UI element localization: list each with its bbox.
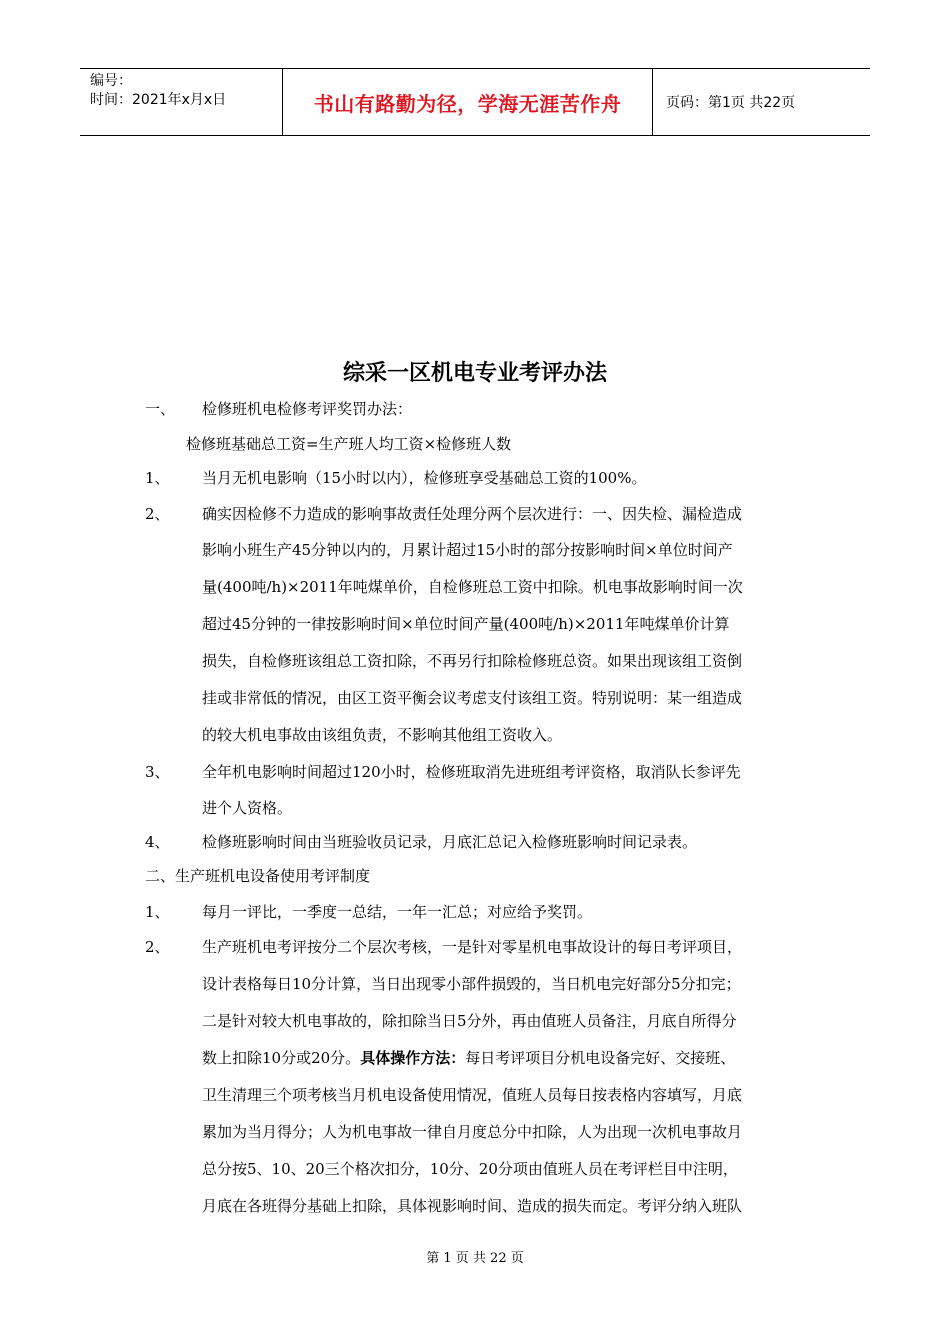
header-meta-cell [80, 69, 282, 135]
paragraph-line: 卫生清理三个项考核当月机电设备使用情况，值班人员每日按表格内容填写，月底 [202, 1086, 743, 1104]
section-1-number: 一、 [145, 400, 176, 418]
page-footer: 第 1 页 共 22 页 [426, 1251, 524, 1266]
paragraph-line: 损失，自检修班该组总工资扣除，不再另行扣除检修班总资。如果出现该组工资倒 [202, 652, 743, 670]
paragraph-line: 全年机电影响时间超过120小时，检修班取消先进班组考评资格，取消队长参评先 [202, 763, 741, 781]
document-header [80, 68, 870, 136]
paragraph-line: 二是针对较大机电事故的，除扣除当日5分外，再由值班人员备注，月底自所得分 [202, 1012, 737, 1030]
section-2-heading: 二、生产班机电设备使用考评制度 [145, 867, 371, 885]
paragraph-line-mixed [202, 1048, 735, 1068]
item-number: 1、 [145, 903, 170, 921]
item-number: 2、 [145, 938, 170, 956]
formula-line: 检修班基础总工资=生产班人均工资×检修班人数 [186, 435, 512, 453]
line-text: 每日考评项目分机电设备完好、交接班、 [465, 1049, 736, 1067]
paragraph-line: 检修班影响时间由当班验收员记录，月底汇总记入检修班影响时间记录表。 [202, 833, 698, 851]
paragraph-line: 超过45分钟的一律按影响时间×单位时间产量(400吨/h)×2011年吨煤单价计算 [202, 615, 730, 633]
paragraph-line: 量(400吨/h)×2011年吨煤单价，自检修班总工资中扣除。机电事故影响时间一次 [202, 578, 743, 596]
item-number: 1、 [145, 469, 170, 487]
item-number: 2、 [145, 505, 170, 523]
line-text: 数上扣除10分或20分。 [202, 1049, 361, 1067]
paragraph-line: 影响小班生产45分钟以内的，月累计超过15小时的部分按影响时间×单位时间产 [202, 541, 733, 559]
header-motto-cell [282, 69, 653, 135]
paragraph-line: 挂或非常低的情况，由区工资平衡会议考虑支付该组工资。特别说明：某一组造成 [202, 689, 743, 707]
page-info: 页码：第1页 共22页 [666, 95, 796, 111]
paragraph-line: 总分按5、10、20三个格次扣分，10分、20分项由值班人员在考评栏目中注明， [202, 1160, 738, 1178]
item-number: 3、 [145, 763, 170, 781]
paragraph-line: 当月无机电影响（15小时以内），检修班享受基础总工资的100%。 [202, 469, 647, 487]
section-1-heading: 检修班机电检修考评奖罚办法： [202, 400, 413, 418]
paragraph-line: 累加为当月得分；人为机电事故一律自月度总分中扣除，人为出现一次机电事故月 [202, 1123, 743, 1141]
paragraph-line: 设计表格每日10分计算，当日出现零小部件损毁的，当日机电完好部分5分扣完； [202, 975, 741, 993]
bold-label: 具体操作方法： [360, 1049, 466, 1067]
time-label: 时间：2021年x月x日 [90, 92, 227, 108]
paragraph-line: 确实因检修不力造成的影响事故责任处理分两个层次进行：一、因失检、漏检造成 [202, 505, 743, 523]
number-label: 编号： [90, 73, 132, 89]
paragraph-line: 进个人资格。 [202, 799, 293, 817]
document-title: 综采一区机电专业考评办法 [342, 361, 607, 386]
paragraph-line: 的较大机电事故由该组负责，不影响其他组工资收入。 [202, 726, 563, 744]
paragraph-line: 月底在各班得分基础上扣除，具体视影响时间、造成的损失而定。考评分纳入班队 [202, 1197, 743, 1215]
paragraph-line: 生产班机电考评按分二个层次考核，一是针对零星机电事故设计的每日考评项目， [202, 938, 743, 956]
motto: 书山有路勤为径，学海无涯苦作舟 [313, 91, 622, 116]
paragraph-line: 每月一评比，一季度一总结，一年一汇总；对应给予奖罚。 [202, 903, 593, 921]
item-number: 4、 [145, 833, 170, 851]
